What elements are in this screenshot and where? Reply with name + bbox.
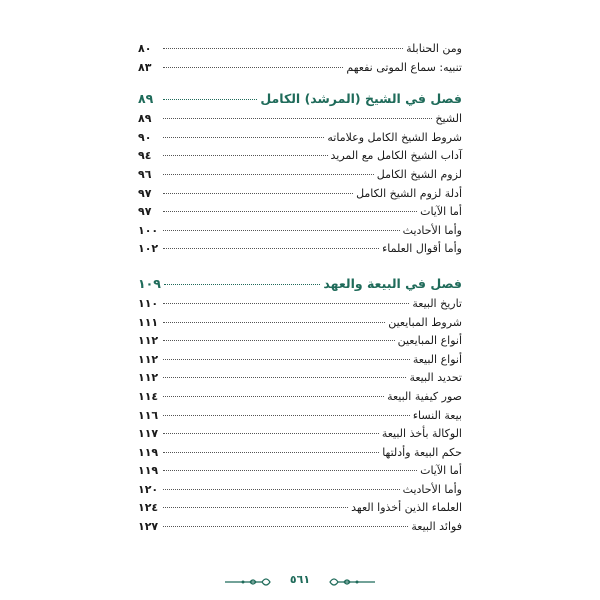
toc-entry-page: ٩٤ (138, 149, 152, 163)
toc-entry-page: ١١٩ (138, 464, 159, 478)
dot-leader (163, 67, 343, 68)
toc-entry-label: أنواع البيعة (412, 352, 462, 366)
toc-entry-label: العلماء الذين أخذوا العهد (351, 501, 462, 515)
toc-entry-page: ١١٢ (138, 334, 159, 348)
toc-entry-page: ١١٠ (138, 296, 159, 310)
toc-entry (138, 462, 462, 481)
toc-entry-label: فوائد البيعة (411, 520, 462, 534)
toc-entry-label: صور كيفية البيعة (387, 389, 462, 403)
toc-entry-label: الوكالة بأخذ البيعة (381, 427, 462, 441)
dot-leader (163, 433, 379, 434)
toc-entry-page: ٩٧ (138, 186, 152, 200)
toc-entry-label: آداب الشيخ الكامل مع المريد (330, 149, 462, 163)
toc-entry (138, 388, 462, 407)
toc-entry (138, 147, 462, 166)
dot-leader (163, 377, 406, 378)
dot-leader (163, 118, 432, 119)
toc-entry-label: تنبيه: سماع الموتى نفعهم (346, 60, 462, 74)
dot-leader (163, 137, 324, 138)
toc-entry-label: وأما الأحاديث (402, 482, 462, 496)
toc-entry-label: ومن الحنابلة (406, 42, 462, 55)
dot-leader (163, 526, 408, 527)
toc-entry-page: ١٠٠ (138, 223, 159, 237)
toc-entry (138, 185, 462, 204)
toc-entry-page: ١١١ (138, 315, 159, 329)
dot-leader (163, 99, 257, 100)
section-heading-page: ٨٩ (138, 91, 154, 107)
toc-entry-page: ٩٧ (138, 205, 152, 219)
toc-entry (138, 240, 462, 259)
toc-entry-page: ٨٠ (138, 42, 152, 55)
toc-entry (138, 222, 462, 241)
page-footer (0, 572, 600, 592)
toc-entry-page: ١٠٢ (138, 242, 159, 256)
dot-leader (163, 48, 403, 49)
toc-entry-label: وأما الأحاديث (402, 223, 462, 237)
dot-leader (163, 396, 384, 397)
dot-leader (164, 284, 320, 285)
toc-entry (138, 425, 462, 444)
toc-entry-page: ٨٩ (138, 112, 152, 126)
toc-entry-label: أنواع المبايعين (397, 334, 462, 348)
toc-entry-page: ٨٣ (138, 60, 152, 74)
toc-entry-label: أما الآيات (420, 464, 462, 478)
toc-entry-label: شروط الشيخ الكامل وعلاماته (327, 130, 462, 144)
toc-entry-page: ١١٩ (138, 445, 159, 459)
toc-entry (138, 332, 462, 351)
dot-leader (163, 322, 385, 323)
dot-leader (163, 174, 374, 175)
toc-entry (138, 481, 462, 500)
toc-entry-label: لزوم الشيخ الكامل (376, 167, 462, 181)
toc-entry (138, 166, 462, 185)
toc-entry (138, 59, 462, 78)
toc-entry (138, 40, 462, 59)
section-heading (138, 273, 462, 295)
dot-leader (163, 248, 379, 249)
toc-entry (138, 444, 462, 463)
toc-entry-page: ١١٦ (138, 408, 159, 422)
dot-leader (163, 489, 400, 490)
toc-entry (138, 110, 462, 129)
dot-leader (163, 211, 417, 212)
toc-entry (138, 407, 462, 426)
toc-entry (138, 203, 462, 222)
toc-entry-page: ١٢٤ (138, 501, 159, 515)
dot-leader (163, 470, 417, 471)
toc-entry-label: أدلة لزوم الشيخ الكامل (356, 186, 462, 200)
toc-entry-page: ١٢٠ (138, 482, 159, 496)
toc-entry-label: بيعة النساء (412, 408, 462, 422)
dot-leader (163, 415, 410, 416)
toc-entry-label: تحديد البيعة (409, 371, 462, 385)
toc-entry-label: الشيخ (435, 112, 462, 126)
toc-entry-page: ٩٠ (138, 130, 152, 144)
toc-entry-page: ٩٦ (138, 167, 152, 181)
toc-entry (138, 314, 462, 333)
toc-entry-label: أما الآيات (420, 205, 462, 219)
toc-entry (138, 499, 462, 518)
dot-leader (163, 230, 400, 231)
toc-entry-label: وأما أقوال العلماء (382, 242, 462, 256)
section-heading-label: فصل في البيعة والعهد (323, 275, 462, 291)
dot-leader (163, 340, 395, 341)
toc-entry (138, 351, 462, 370)
dot-leader (163, 303, 409, 304)
section-heading-page: ١٠٩ (138, 275, 161, 291)
toc-entry-label: شروط المبايعين (388, 315, 462, 329)
toc-entry-page: ١١٢ (138, 371, 159, 385)
toc-entry-page: ١٢٧ (138, 520, 159, 534)
dot-leader (163, 359, 410, 360)
dot-leader (163, 193, 353, 194)
table-of-contents (138, 40, 462, 537)
section-heading (138, 88, 462, 110)
toc-entry-label: تاريخ البيعة (412, 296, 462, 310)
toc-entry (138, 129, 462, 148)
toc-entry-page: ١١٤ (138, 389, 159, 403)
toc-entry-label: حكم البيعة وأدلتها (382, 445, 462, 459)
toc-entry (138, 518, 462, 537)
toc-entry-page: ١١٢ (138, 352, 159, 366)
toc-entry (138, 369, 462, 388)
toc-entry-page: ١١٧ (138, 427, 159, 441)
dot-leader (163, 155, 328, 156)
toc-entry (138, 295, 462, 314)
dot-leader (163, 452, 379, 453)
page-number: ٥٦١ (289, 573, 311, 586)
dot-leader (163, 507, 348, 508)
section-heading-label: فصل في الشيخ (المرشد) الكامل (260, 91, 462, 107)
